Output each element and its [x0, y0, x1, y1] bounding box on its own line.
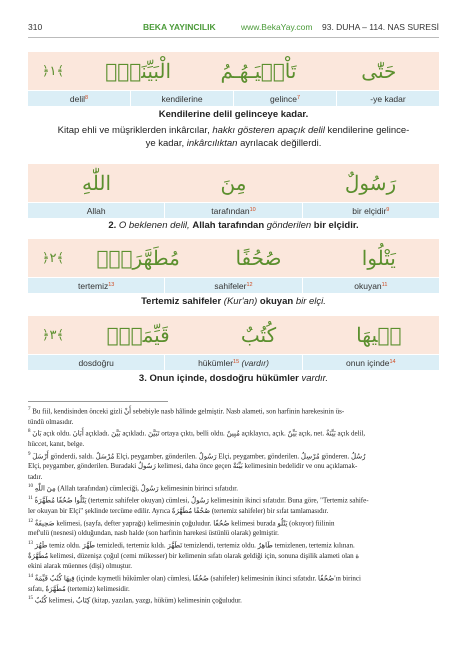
footnote-text: Bu fiil, kendisinden önceki gizli أَنْ sebebiyle nasb hâlinde gelmiştir. Nasb alameti, son harfinin harekesinin üs-	[32, 407, 345, 416]
footnote-text: ekini alarak müennes (dişi) olmuştur.	[28, 562, 133, 571]
running-header	[28, 22, 439, 36]
translation-row	[28, 355, 439, 370]
arabic-row	[28, 52, 439, 90]
footnote-line	[28, 494, 437, 506]
translation-row	[28, 278, 439, 293]
verse-number: ﴾٣﴿	[41, 327, 65, 343]
arabic-row	[28, 316, 439, 354]
page-number: 310	[28, 22, 43, 32]
word-translation: tertemiz $^{13}$	[28, 278, 164, 293]
footnote-text: tadır.	[28, 472, 43, 481]
word-translation: delil $^8$	[28, 91, 130, 106]
word-translation: dosdoğru	[28, 355, 164, 370]
arabic-word: ف۪يهَا	[356, 323, 402, 347]
footnote-line	[28, 506, 437, 517]
footnote-text: فِيهَا كُتُبٌ قَيِّمَةٌ (içinde kıymetli hükümler olan) cümlesi, صُحُفًا (sahifeler) kelimesinin ikinci sıfatıdır. صُحُفًا'ın birinci	[34, 574, 361, 583]
word-translation: hükümler $^{15}$ (vardır)	[165, 355, 301, 370]
surah-range: 93. DUHA – 114. NAS SURESİ	[321, 22, 439, 32]
footnote-text: hüccet, kanıt, belge.	[28, 440, 85, 449]
footnotes	[28, 405, 437, 606]
footnote-line	[28, 572, 437, 584]
translation-row	[28, 203, 439, 218]
footnote-text: ler okuyan bir Elçi" şeklinde tercüme edilir. Ayrıca صُحُفًا مُطَهَّرَةً (tertemiz sahifeler) bir sıfat tamlamasıdır.	[28, 507, 329, 516]
header-divider	[28, 37, 439, 38]
publisher-name: BEKA YAYINCILIK	[143, 22, 216, 32]
footnote-number: 8	[28, 429, 31, 435]
footnote-text: أَرْسَلَ gönderdi, saldı. مُرْسَلٌ Elçi, peygamber, gönderilen. رَسُولٌ Elçi, peygamber, gönderilen. مُرْسِلٌ gönderen. رُسُلٌ	[32, 451, 366, 460]
footnote-text: tündü olmasıdır.	[28, 417, 74, 426]
arabic-word: رَسُولٌ	[344, 171, 397, 195]
publisher-website[interactable]: www.BekaYay.com	[241, 22, 313, 32]
translation-row	[28, 91, 439, 106]
footnote-line	[28, 528, 437, 539]
arabic-word: يَتْلُوا	[361, 246, 396, 270]
verse-number: ﴾١﴿	[41, 63, 65, 79]
footnote-line	[28, 427, 437, 439]
footnote-number: 13	[28, 540, 33, 546]
footnote-line	[28, 561, 437, 572]
word-translation: Allah	[28, 203, 164, 218]
word-translation: gelince $^7$	[234, 91, 336, 106]
verse-2b-meaning: Tertemiz sahifeler (Kur'an) okuyan bir elçi.	[141, 296, 326, 307]
arabic-row	[28, 164, 439, 202]
word-translation: tarafından $^{10}$	[165, 203, 301, 218]
verse-2a-table	[28, 164, 439, 218]
footnote-line	[28, 461, 437, 472]
arabic-word: اللّٰهِ	[82, 171, 111, 195]
footnote-line	[28, 439, 437, 450]
arabic-word: تَاْت۪يَـهُـمُ	[220, 59, 297, 83]
word-translation: okuyan $^{11}$	[303, 278, 439, 293]
footnote-line	[28, 551, 437, 562]
word-translation: -ye kadar	[337, 91, 439, 106]
footnote-number: 15	[28, 596, 33, 602]
footnote-number: 7	[28, 407, 31, 412]
footnote-divider	[28, 401, 168, 402]
verse-2b-table	[28, 239, 439, 293]
footnote-number: 11	[28, 496, 33, 502]
footnote-line	[28, 482, 437, 494]
arabic-word: الْبَيِّنَةُۙ	[105, 59, 172, 83]
arabic-word: كُتُبٌ	[240, 323, 277, 347]
footnote-text: بَانَ açık oldu. أَبَانَ açıkladı. بَيَّنَ açıkladı. تَبَيَّنَ ortaya çıktı, belli oldu. مُبِينٌ açıklayıcı, açık. بَيِّنٌ açık, net. بَيِّنَةٌ açık delil,	[32, 429, 366, 438]
footnote-number: 12	[28, 518, 33, 524]
footnote-number: 9	[28, 451, 31, 457]
footnote-line	[28, 450, 437, 462]
verse-3-table	[28, 316, 439, 370]
arabic-word: مُطَهَّرَةًۙ	[96, 246, 180, 270]
word-translation: bir elçidir $^9$	[303, 203, 439, 218]
verse-1-table	[28, 52, 439, 106]
verse-1-meaning: Kendilerine delil gelinceye kadar.	[158, 109, 309, 120]
footnote-text: طَهُرَ temiz oldu. طَهَّرَ temizledi, tertemiz kıldı. تَطَهَّرَ temizlendi, tertemiz oldu. طَاهِرٌ temizlenen, tertemiz kılınan.	[34, 541, 355, 550]
footnote-line	[28, 417, 437, 428]
footnote-text: mef'ulü (nesnesi) olduğundan, nasb halde (son harfinin harekesi üstünlü olarak) gelmiştir.	[28, 529, 279, 538]
arabic-word: قَيِّمَةٌۜ	[106, 323, 170, 347]
verse-number: ﴾٢﴿	[41, 250, 65, 266]
arabic-word: حَتّٰى	[361, 59, 397, 83]
footnote-line	[28, 584, 437, 595]
footnote-number: 14	[28, 573, 33, 579]
arabic-row	[28, 239, 439, 277]
word-translation: kendilerine	[131, 91, 233, 106]
verse-3-meaning: 3. Onun içinde, dosdoğru hükümler vardır.	[138, 373, 329, 384]
footnote-text: يَتْلُوا صُحُفًا مُطَهَّرَةً (tertemiz sahifeler okuyan) cümlesi, رَسُولٌ kelimesinin ikinci sıfatıdır. Buna göre, "Tertemiz sahife-	[34, 496, 369, 505]
footnote-line	[28, 517, 437, 529]
footnote-text: كُتُبٌ kelimesi, كِتَابٌ (kitap, yazılan, yazgı, hüküm) kelimesinin çoğuludur.	[34, 596, 242, 605]
footnote-text: Elçi, peygamber, gönderilen. Buradaki رَسُولٌ kelimesi, daha önce geçen بَيِّنَةٌ kelimesinin bedelidir ve onu açıklamak-	[28, 462, 358, 471]
footnote-line	[28, 472, 437, 483]
footnote-number: 10	[28, 484, 33, 490]
footnote-text: صَحِيفَةٌ kelimesi, (sayfa, defter yaprağı) kelimesinin çoğuludur. صُحُفًا kelimesi burada يَتْلُو (okuyor) fiilinin	[34, 518, 335, 527]
word-translation: onun içinde $^{14}$	[303, 355, 439, 370]
verse-2a-meaning: 2. O beklenen delil, Allah tarafından gönderilen bir elçidir.	[108, 220, 359, 231]
footnote-text: sıfatı, مُطَهَّرَةً (tertemiz) kelimesidir.	[28, 584, 130, 593]
footnote-line	[28, 594, 437, 606]
verse-1-tafsir: Kitap ehli ve müşriklerden inkârcılar, hakkı gösteren apaçık delil kendilerine gelince- ye kadar, inkârcılıktan ayrılacak değillerdi.	[57, 125, 410, 149]
footnote-line	[28, 405, 437, 417]
arabic-word: صُحُفًا	[235, 246, 282, 270]
footnote-text: مُطَهَّرَةٌ kelimesi, düzenişz çoğul (cemi mükesser) bir kelimenin sıfatı olarak geldiği için, sonuna dişilik alameti olan ة	[28, 551, 360, 560]
arabic-word: مِنَ	[220, 171, 247, 195]
footnote-line	[28, 539, 437, 551]
word-translation: sahifeler $^{12}$	[165, 278, 301, 293]
footnote-text: مِنَ اللّٰهِ (Allah tarafından) cümleciği, رَسُولٌ kelimesinin birinci sıfatıdır.	[34, 484, 238, 493]
